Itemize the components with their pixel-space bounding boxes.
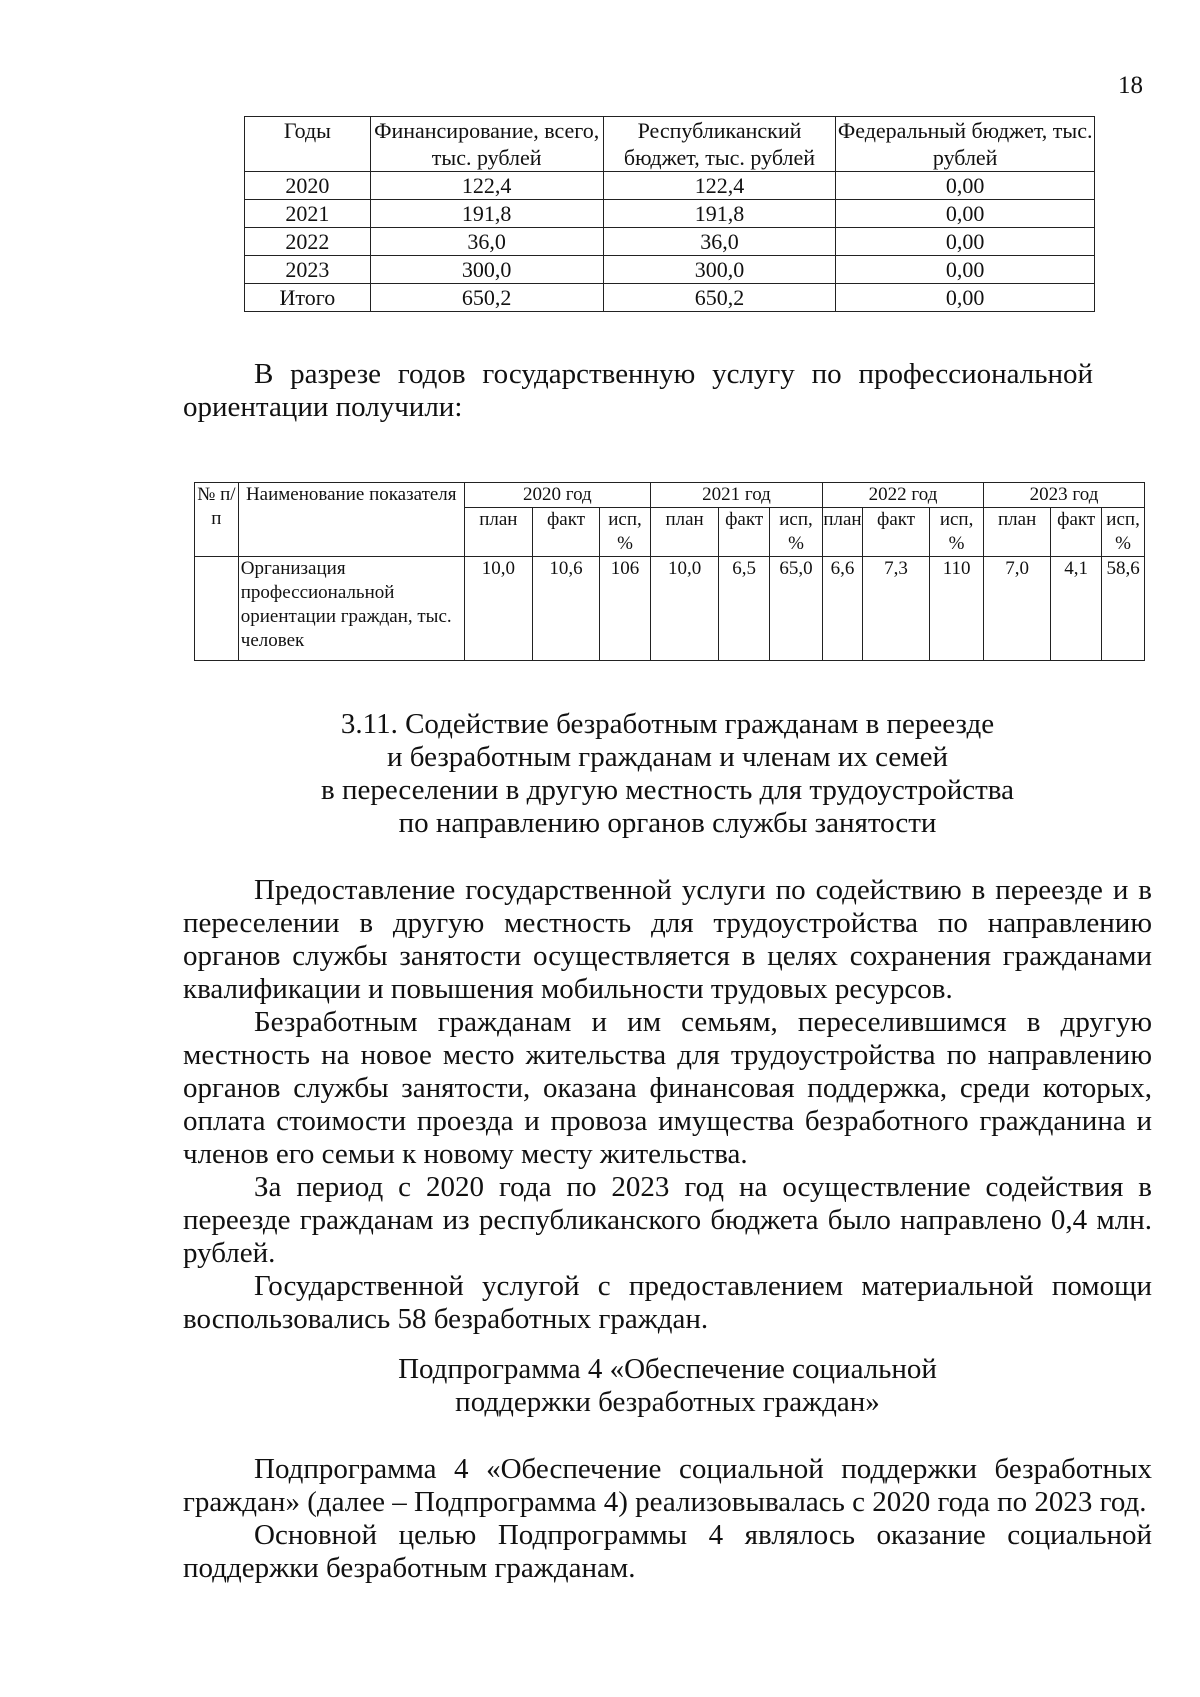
header-name: Наименование показателя [238,483,464,557]
header-pct: исп, % [930,508,984,557]
table-cell: 2023 [245,256,371,284]
header-year-2023: 2023 год [984,483,1145,508]
header-fact: факт [532,508,599,557]
heading-line: 3.11. Содействие безработным гражданам в переезде [340,708,995,740]
table-row [245,256,1095,284]
heading-line: поддержки безработных граждан» [455,1386,880,1418]
table-cell: 300,0 [603,256,836,284]
table-cell: 10,6 [532,557,599,661]
table-row [245,228,1095,256]
table-cell: 0,00 [836,172,1095,200]
header-fact: факт [862,508,929,557]
table-cell: 65,0 [770,557,823,661]
table-cell: 122,4 [370,172,603,200]
table-header-row [195,483,1145,508]
header-years: Годы [245,117,371,172]
table-row [195,557,1145,661]
table-cell: 36,0 [603,228,836,256]
header-year-2022: 2022 год [822,483,983,508]
heading-line: и безработным гражданам и членам их семей [386,741,949,773]
header-year-2021: 2021 год [650,483,822,508]
table-cell: 106 [600,557,651,661]
table-cell: 2020 [245,172,371,200]
subprogram-body [183,1453,1152,1585]
table-cell: 7,3 [862,557,929,661]
table-cell: 10,0 [464,557,532,661]
header-federal: Федеральный бюджет, тыс. рублей [836,117,1095,172]
header-total: Финансирование, всего, тыс. рублей [370,117,603,172]
header-fact: факт [1051,508,1102,557]
table-cell: 191,8 [603,200,836,228]
table-header-row [245,117,1095,172]
table-cell: 191,8 [370,200,603,228]
header-pct: исп, % [600,508,651,557]
header-plan: план [464,508,532,557]
service-table [194,482,1145,661]
section-heading [183,708,1152,840]
paragraph: Основной целью Подпрограммы 4 являлось оказание социальной поддержки безработным гражданам. [183,1519,1152,1584]
table-cell: 122,4 [603,172,836,200]
heading-line: по направлению органов службы занятости [398,807,937,839]
table-cell: 650,2 [370,284,603,312]
header-republic: Республиканский бюджет, тыс. рублей [603,117,836,172]
header-pct: исп, % [770,508,823,557]
table-row-total [245,284,1095,312]
table-cell: 650,2 [603,284,836,312]
table-cell: Итого [245,284,371,312]
paragraph: Государственной услугой с предоставлением материальной помощи воспользовались 58 безработных граждан. [183,1270,1152,1335]
table-cell: 300,0 [370,256,603,284]
header-plan: план [822,508,862,557]
header-pct: исп, % [1102,508,1145,557]
header-num: № п/п [195,483,239,557]
table-cell: 4,1 [1051,557,1102,661]
table-cell: 110 [930,557,984,661]
section-body [183,874,1152,1336]
table-cell: 0,00 [836,200,1095,228]
paragraph: Безработным гражданам и им семьям, переселившимся в другую местность на новое место жительства для трудоустройства по направлению органов службы занятости, оказана финансовая поддержка, среди которых, оплата стоимости проезда и провоза имущества безработного гражданина и членов его семьи к новому месту жительства. [183,1006,1152,1170]
paragraph: Подпрограмма 4 «Обеспечение социальной поддержки безработных граждан» (далее – Подпрограмма 4) реализовывалась с 2020 года по 2023 год. [183,1453,1152,1518]
table-cell-name: Организация профессиональной ориентации граждан, тыс. человек [238,557,464,661]
table-cell: 0,00 [836,228,1095,256]
table-cell: 58,6 [1102,557,1145,661]
header-plan: план [984,508,1051,557]
table-cell: 0,00 [836,284,1095,312]
heading-line: в переселении в другую местность для трудоустройства [321,774,1014,806]
header-year-2020: 2020 год [464,483,650,508]
table-cell: 6,5 [719,557,770,661]
header-fact: факт [719,508,770,557]
page-number: 18 [1118,72,1143,99]
paragraph: За период с 2020 года по 2023 год на осуществление содействия в переезде гражданам из республиканского бюджета было направлено 0,4 млн. рублей. [183,1171,1152,1269]
table-cell: 6,6 [822,557,862,661]
table-row [245,200,1095,228]
table-cell: 2021 [245,200,371,228]
table-cell: 36,0 [370,228,603,256]
table-cell: 0,00 [836,256,1095,284]
heading-line: Подпрограмма 4 «Обеспечение социальной [398,1353,937,1385]
header-plan: план [650,508,718,557]
table-row [245,172,1095,200]
table-cell: 10,0 [650,557,718,661]
table-cell: 7,0 [984,557,1051,661]
intro-text: В разрезе годов государственную услугу по профессиональной ориентации получили: [183,358,1093,423]
table-cell: 2022 [245,228,371,256]
subprogram-heading [183,1353,1152,1419]
funding-table [244,116,1095,312]
paragraph: Предоставление государственной услуги по содействию в переезде и в переселении в другую местность для трудоустройства по направлению органов службы занятости осуществляется в целях сохранения гражданами квалификации и повышения мобильности трудовых ресурсов. [183,874,1152,1005]
table-cell-num [195,557,239,661]
